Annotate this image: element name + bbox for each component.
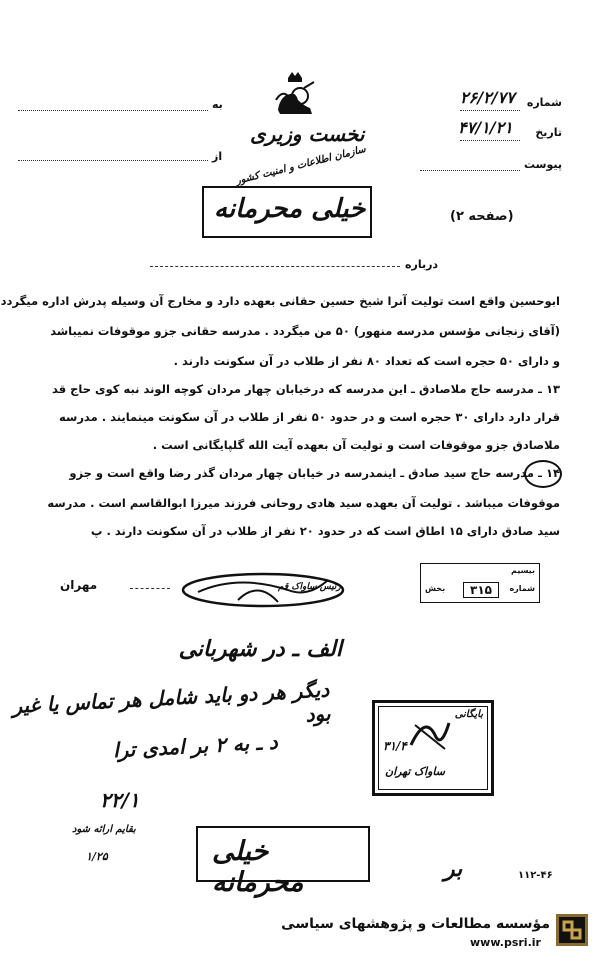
signatory-name: مهران xyxy=(60,578,98,592)
number-label: شماره xyxy=(526,96,562,109)
body-line: ۱۴ ـ مدرسه حاج سید صادق ـ اینمدرسه در خیابان چهار مردان گذر رضا واقع است و جزو xyxy=(69,466,560,480)
date-value: ۴۷/۱/۲۱ xyxy=(458,118,513,137)
body-line: قرار دارد دارای ۳۰ حجره است و در حدود ۵۰ نفر از طلاب در آن سکونت مینمایند . مدرسه xyxy=(59,410,560,424)
attachment-label: پیوست xyxy=(524,158,562,171)
body-line: ۱۳ ـ مدرسه حاج ملاصادق ـ این مدرسه که درخیابان چهار مردان کوچه الوند نبه کوی حاج قد xyxy=(51,382,560,396)
to-label: به xyxy=(212,98,223,111)
handwritten-line: د ـ به ۲ بر امدی ترا xyxy=(112,729,279,763)
handwritten-note: ۱/۲۵ xyxy=(86,850,108,863)
stamp-scribble-icon xyxy=(405,715,455,755)
number-dots xyxy=(460,110,520,111)
body-line: موقوفات میباشد . تولیت آن بعهده سید هادی روحانی فرزند میرزا ابوالقاسم است . مدرسه xyxy=(47,496,560,510)
date-dots xyxy=(460,140,520,141)
institute-logo-icon xyxy=(556,914,588,946)
subject-dots xyxy=(150,266,400,267)
bottom-top-secret-stamp: خیلی محرمانه xyxy=(196,826,370,882)
handwritten-mark: بر xyxy=(444,856,463,882)
to-dots xyxy=(18,110,208,111)
signature-stamp: رئیس ساواک قم xyxy=(178,570,348,610)
savak-org-name: سازمان اطلاعات و امنیت کشور xyxy=(234,144,367,187)
lion-sun-emblem-icon xyxy=(270,70,320,118)
body-line: و دارای ۵۰ حجره است که تعداد ۸۰ نفر از طلاب در آن سکونت دارند . xyxy=(173,354,560,368)
handwritten-note: ۲۲/۱ xyxy=(100,788,140,812)
subject-label: درباره xyxy=(405,258,439,271)
receipt-stamp: بایگانی ۳۱/۴ ساواک تهران xyxy=(372,700,494,796)
registration-stamp: بیسیم شماره ۳۱۵ بخش xyxy=(420,563,540,603)
from-dots xyxy=(18,160,208,161)
body-line: ملاصادق جزو موقوفات است و تولیت آن بعهده آیت الله گلپایگانی است . xyxy=(152,438,560,452)
document-code: ۱۱۲-۴۶ xyxy=(518,870,553,881)
page-number: (صفحه ۲) xyxy=(450,209,514,224)
body-line: ابوحسین واقع است تولیت آنرا شیخ حسین حقانی بعهده دارد و مخارج آن وسیله پدرش اداره میگردد xyxy=(0,294,560,308)
institute-name: مؤسسه مطالعات و پژوهشهای سیاسی xyxy=(281,916,550,932)
number-value: ۲۶/۲/۷۷ xyxy=(460,88,515,107)
institute-website: www.psri.ir xyxy=(470,936,541,949)
handwritten-line: الف ـ در شهربانی xyxy=(178,636,342,662)
body-line: (آقای زنجانی مؤسس مدرسه منهور) ۵۰ من میگردد . مدرسه حقانی جزو موقوفات نمیباشد xyxy=(50,324,560,338)
handwritten-note: بقایم ارائه شود xyxy=(72,824,136,835)
signatory-dots xyxy=(130,588,170,589)
body-line: سید صادق دارای ۱۵ اطاق است که در حدود ۲۰ نفر از طلاب در آن سکونت دارند . پ xyxy=(90,524,560,538)
top-top-secret-stamp: خیلی محرمانه xyxy=(202,186,372,238)
item-circle-mark xyxy=(524,460,562,488)
date-label: تاریخ xyxy=(535,126,562,139)
attachment-dots xyxy=(420,170,520,171)
prime-ministry-title: نخست وزیری xyxy=(250,122,365,146)
from-label: از xyxy=(212,150,223,163)
handwritten-line: دیگر هر دو باید شامل هر تماس یا غیر بود xyxy=(11,677,332,727)
